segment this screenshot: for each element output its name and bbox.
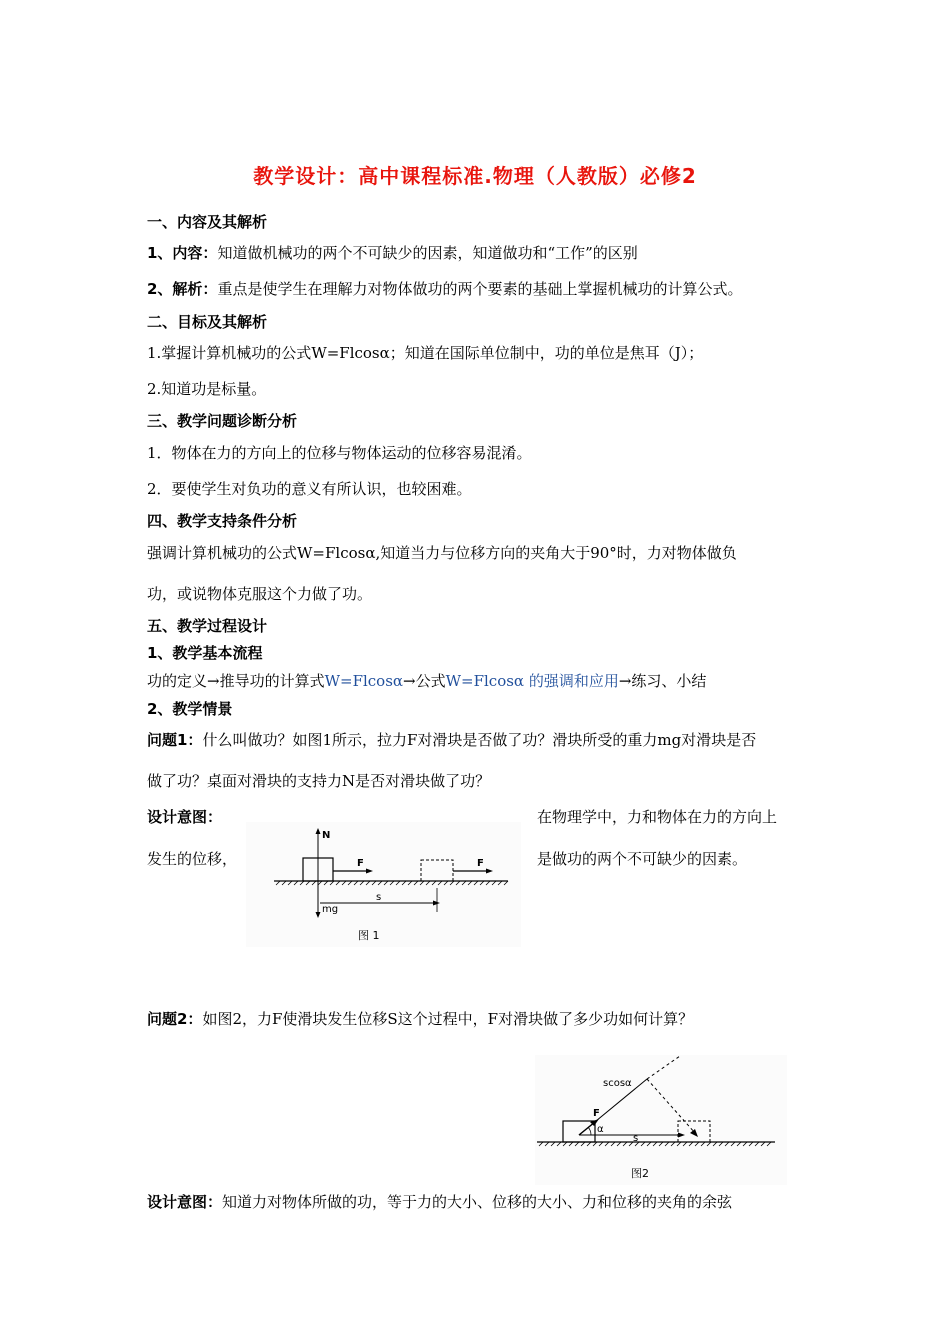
content-text: 知道做机械功的两个不可缺少的因素，知道做功和“工作”的区别 bbox=[217, 244, 638, 262]
label-F-1: F bbox=[357, 858, 364, 869]
label-alpha: α bbox=[597, 1124, 604, 1135]
projection-line-dashed bbox=[647, 1079, 695, 1133]
figure-1-diagram bbox=[246, 822, 521, 947]
label-F: F bbox=[593, 1108, 600, 1119]
label-N: N bbox=[322, 830, 331, 841]
content-label: 1、内容： bbox=[147, 244, 218, 262]
label-scos-alpha: scosα bbox=[603, 1078, 632, 1089]
problem-1: 1．物体在力的方向上的位移与物体运动的位移容易混淆。 bbox=[147, 444, 532, 462]
section-2-heading: 二、目标及其解析 bbox=[147, 313, 268, 331]
analysis-text: 重点是使学生在理解力对物体做功的两个要素的基础上掌握机械功的计算公式。 bbox=[217, 280, 743, 298]
document-title: 教学设计：高中课程标准.物理（人教版）必修2 bbox=[253, 164, 697, 188]
figure-2-caption: 图2 bbox=[631, 1167, 649, 1180]
goal-1: 1.掌握计算机械功的公式W=Flcosα；知道在国际单位制中，功的单位是焦耳（J）； bbox=[147, 344, 704, 362]
teaching-flow bbox=[147, 670, 706, 691]
question-2-text: 如图2，力F使滑块发生位移S这个过程中，F对滑块做了多少功如何计算？ bbox=[202, 1010, 694, 1028]
label-s: s bbox=[376, 892, 382, 903]
flow-part-c: →公式 bbox=[403, 672, 446, 690]
section-4-heading: 四、教学支持条件分析 bbox=[147, 512, 298, 530]
section-1-content bbox=[147, 242, 638, 263]
design-1-right-line-2: 是做功的两个不可缺少的因素。 bbox=[537, 850, 748, 868]
figure-1-caption: 图 1 bbox=[358, 929, 380, 942]
question-1-line-1 bbox=[147, 729, 756, 750]
label-F-2: F bbox=[477, 858, 484, 869]
goal-2: 2.知道功是标量。 bbox=[147, 380, 267, 398]
flow-part-e: →练习、小结 bbox=[618, 672, 707, 690]
question-1-line-2: 做了功？桌面对滑块的支持力N是否对滑块做了功？ bbox=[147, 772, 491, 790]
force-extension-dashed bbox=[647, 1056, 680, 1079]
design-1-left-line-2: 发生的位移， bbox=[147, 850, 238, 868]
design-2-text: 知道力对物体所做的功，等于力的大小、位移的大小、力和位移的夹角的余弦 bbox=[222, 1193, 733, 1211]
analysis-label: 2、解析： bbox=[147, 280, 218, 298]
support-line-1: 强调计算机械功的公式W=Flcosα,知道当力与位移方向的夹角大于90°时，力对物体做负 bbox=[147, 544, 737, 562]
figure-2-diagram bbox=[535, 1055, 787, 1185]
section-1-heading: 一、内容及其解析 bbox=[147, 213, 268, 231]
flow-part-a: 功的定义→推导功的计算式 bbox=[147, 672, 325, 690]
design-1-label: 设计意图： bbox=[147, 808, 223, 826]
support-line-2: 功，或说物体克服这个力做了功。 bbox=[147, 585, 373, 603]
figure-1 bbox=[246, 822, 521, 947]
question-1-text: 什么叫做功？如图1所示，拉力F对滑块是否做了功？滑块所受的重力mg对滑块是否 bbox=[202, 731, 757, 749]
design-2 bbox=[147, 1191, 732, 1212]
design-1-right-line-1: 在物理学中，力和物体在力的方向上 bbox=[537, 808, 778, 826]
question-2-label: 问题2： bbox=[147, 1010, 203, 1028]
flow-formula-1: W=Flcosα bbox=[324, 672, 404, 690]
problem-2: 2．要使学生对负功的意义有所认识，也较困难。 bbox=[147, 480, 472, 498]
question-2 bbox=[147, 1008, 693, 1029]
label-mg: mg bbox=[322, 904, 339, 915]
section-1-analysis bbox=[147, 278, 742, 299]
question-1-label: 问题1： bbox=[147, 731, 203, 749]
section-5-heading: 五、教学过程设计 bbox=[147, 617, 268, 635]
figure-2 bbox=[535, 1055, 787, 1185]
block-final bbox=[421, 860, 453, 881]
flow-formula-2: W=Flcosα 的强调和应用 bbox=[445, 672, 619, 690]
label-s: s bbox=[633, 1133, 639, 1144]
section-3-heading: 三、教学问题诊断分析 bbox=[147, 412, 298, 430]
flow-heading: 1、教学基本流程 bbox=[147, 644, 263, 662]
design-2-label: 设计意图： bbox=[147, 1193, 223, 1211]
scenario-heading: 2、教学情景 bbox=[147, 700, 233, 718]
